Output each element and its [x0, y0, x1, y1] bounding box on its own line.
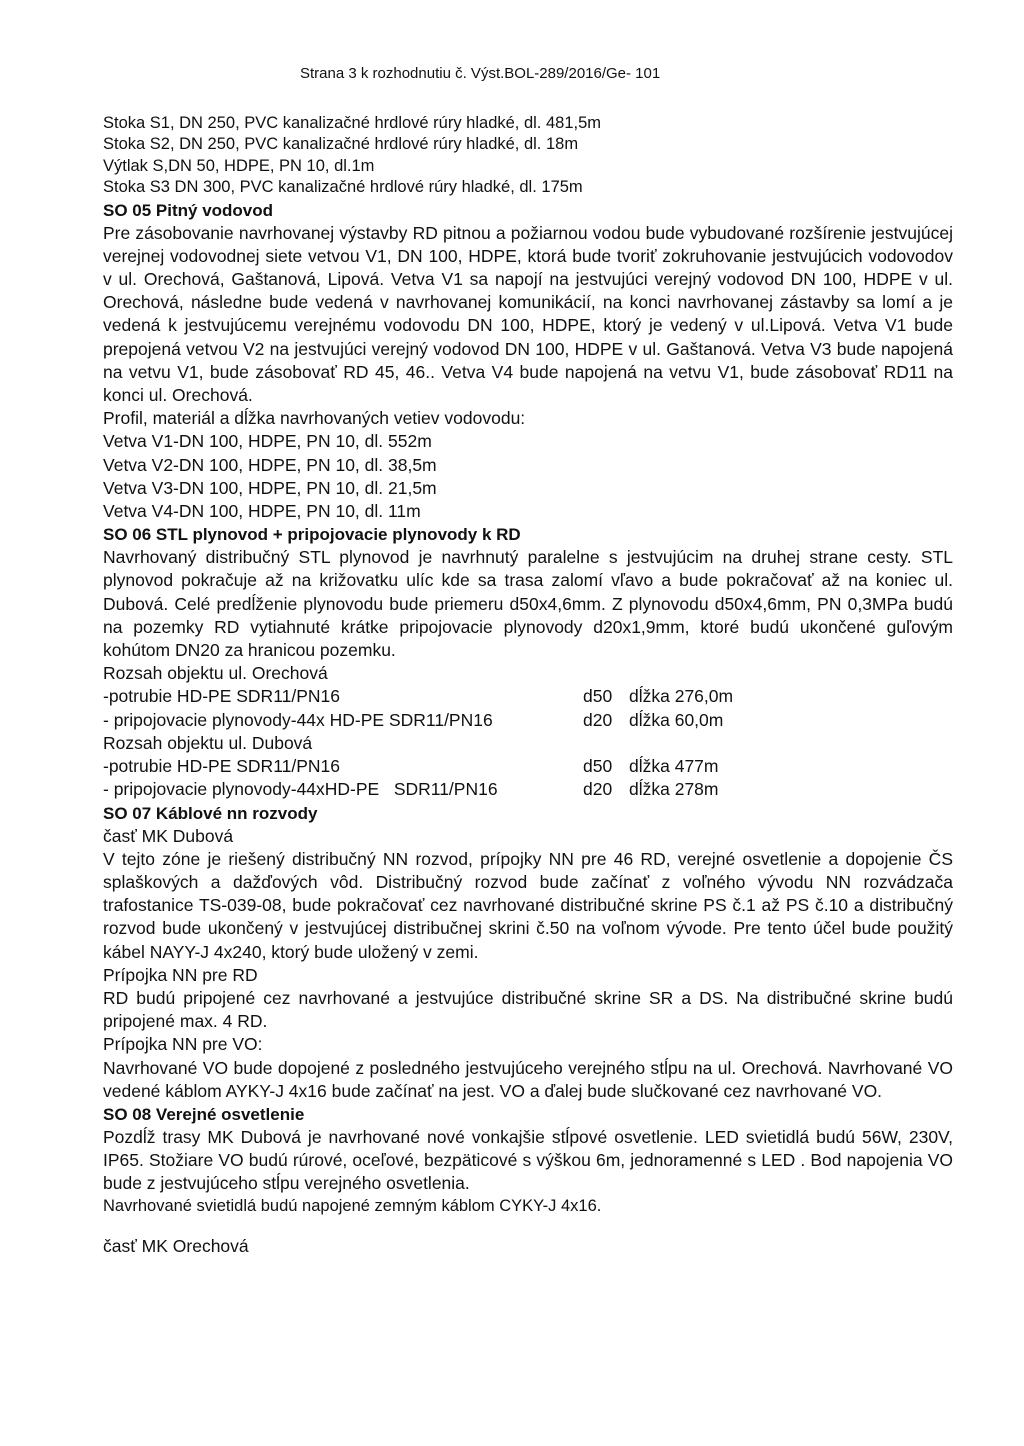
so05-paragraph: Pre zásobovanie navrhovanej výstavby RD pitnou a požiarnou vodou bude vybudované rozšírenie jestvujúcej verejnej vodovodnej siete vetvou V1, DN 100, HDPE, ktorá bude tvoriť zokruhovanie jestvujúcich vodovodov v ul. Orechová, Gaštanová, Lipová. Vetva V1 sa napojí na jestvujúci verejný vodovod DN 100, HDPE v ul. Orechová, následne bude vedená v navrhovanej komunikácií, na konci navrhovanej zástavby sa lomí a je vedená k jestvujúcemu verejnému vodovodu DN 100, HDPE, ktorý je vedený v ul.Lipová. Vetva V1 bude prepojená vetvou V2 na jestvujúci verejný vodovod DN 100, HDPE v ul. Gaštanová. Vetva V3 bude napojená na vetvu V1, bude zásobovať RD 45, 46.. Vetva V4 bude napojená na vetvu V1, bude zásobovať RD11 na konci ul. Orechová. [103, 222, 953, 406]
scope-item: - pripojovacie plynovody-44x HD-PE SDR11/PN16 [103, 709, 493, 730]
sewer-line: Stoka S1, DN 250, PVC kanalizačné hrdlové rúry hladké, dl. 481,5m [103, 114, 602, 132]
scope-length: dĺžka 276,0m [629, 686, 734, 707]
so06-paragraph: Navrhovaný distribučný STL plynovod je navrhnutý paralelne s jestvujúcim na druhej strane cesty. STL plynovod pokračuje až na križovatku ulíc kde sa trasa zalomí vľavo a bude pokračovať až na koniec ul. Dubová. Celé predĺženie plynovodu bude priemeru d50x4,6mm. Z plynovodu d50x4,6mm, PN 0,3MPa budú na pozemky RD vytiahnuté krátke pripojovacie plynovody d20x1,9mm, ktoré budú ukončené guľovým kohútom DN20 za hranicou pozemku. [103, 547, 953, 661]
so05-profile-title: Profil, materiál a dĺžka navrhovaných vetiev vodovodu: [103, 408, 526, 429]
branch-line: Vetva V3-DN 100, HDPE, PN 10, dl. 21,5m [103, 477, 437, 498]
so08-part: časť MK Orechová [103, 1235, 249, 1256]
branch-line: Vetva V4-DN 100, HDPE, PN 10, dl. 11m [103, 501, 421, 522]
rd-connection-paragraph: RD budú pripojené cez navrhované a jestvujúce distribučné skrine SR a DS. Na distribučné skrine budú pripojené max. 4 RD. [103, 987, 953, 1032]
scope-item: -potrubie HD-PE SDR11/PN16 [103, 686, 340, 707]
sewer-line: Výtlak S,DN 50, HDPE, PN 10, dl.1m [103, 156, 375, 175]
vo-connection-title: Prípojka NN pre VO: [103, 1034, 263, 1055]
scope-dim: d50 [583, 686, 613, 707]
section-heading-so06: SO 06 STL plynovod + pripojovacie plynovody k RD [103, 525, 521, 545]
orechova-scope-title: Rozsah objektu ul. Orechová [103, 663, 328, 684]
scope-row [103, 685, 953, 708]
so08-note: Navrhované svietidlá budú napojené zemným káblom CYKY-J 4x16. [103, 1196, 602, 1215]
branch-line: Vetva V2-DN 100, HDPE, PN 10, dl. 38,5m [103, 454, 437, 475]
section-heading-so08: SO 08 Verejné osvetlenie [103, 1104, 305, 1124]
scope-length: dĺžka 477m [629, 756, 719, 777]
section-heading-so07: SO 07 Káblové nn rozvody [103, 803, 318, 823]
dubova-scope-title: Rozsah objektu ul. Dubová [103, 732, 313, 753]
page-header: Strana 3 k rozhodnutiu č. Výst.BOL-289/2016/Ge- 101 [300, 65, 661, 82]
scope-dim: d50 [583, 756, 613, 777]
document-body [103, 113, 953, 1258]
vo-connection-paragraph: Navrhované VO bude dopojené z posledného jestvujúceho verejného stĺpu na ul. Orechová. Navrhované VO vedené káblom AYKY-J 4x16 bude začínať na jest. VO a ďalej bude slučkované cez navrhované VO. [103, 1057, 953, 1101]
scope-row [103, 755, 953, 778]
sewer-line: Stoka S3 DN 300, PVC kanalizačné hrdlové rúry hladké, dl. 175m [103, 178, 583, 197]
scope-row [103, 709, 953, 732]
scope-dim: d20 [583, 779, 613, 800]
scope-length: dĺžka 278m [629, 779, 719, 800]
scope-dim: d20 [583, 709, 613, 730]
so07-part: časť MK Dubová [103, 825, 234, 846]
so07-paragraph: V tejto zóne je riešený distribučný NN rozvod, prípojky NN pre 46 RD, verejné osvetlenie a dopojenie ČS splaškových a dažďových vôd. Distribučný rozvod bude začínať z voľného vývodu NN rozvádzača trafostanice TS-039-08, bude pokračovať cez navrhované distribučné skrine PS č.1 až PS č.10 a distribučný rozvod bude ukončený v jestvujúcej distribučnej skrini č.50 na voľnom vývode. Pre tento účel bude použitý kábel NAYY-J 4x240, ktorý bude uložený v zemi. [103, 848, 953, 962]
scope-row [103, 778, 953, 801]
section-heading-so05: SO 05 Pitný vodovod [103, 200, 274, 220]
scope-length: dĺžka 60,0m [629, 709, 724, 730]
scope-item: -potrubie HD-PE SDR11/PN16 [103, 756, 340, 777]
scope-item: - pripojovacie plynovody-44xHD-PE SDR11/PN16 [103, 779, 498, 800]
spacer [103, 1217, 953, 1235]
branch-line: Vetva V1-DN 100, HDPE, PN 10, dl. 552m [103, 431, 432, 452]
sewer-line: Stoka S2, DN 250, PVC kanalizačné hrdlové rúry hladké, dl. 18m [103, 135, 579, 154]
rd-connection-title: Prípojka NN pre RD [103, 964, 258, 985]
so08-paragraph: Pozdĺž trasy MK Dubová je navrhované nové vonkajšie stĺpové osvetlenie. LED svietidlá budú 56W, 230V, IP65. Stožiare VO budú rúrové, oceľové, bezpäticové s výškou 6m, jednoramenné s LED . Bod napojenia VO bude z jestvujúceho stĺpu verejného osvetlenia. [103, 1126, 953, 1194]
